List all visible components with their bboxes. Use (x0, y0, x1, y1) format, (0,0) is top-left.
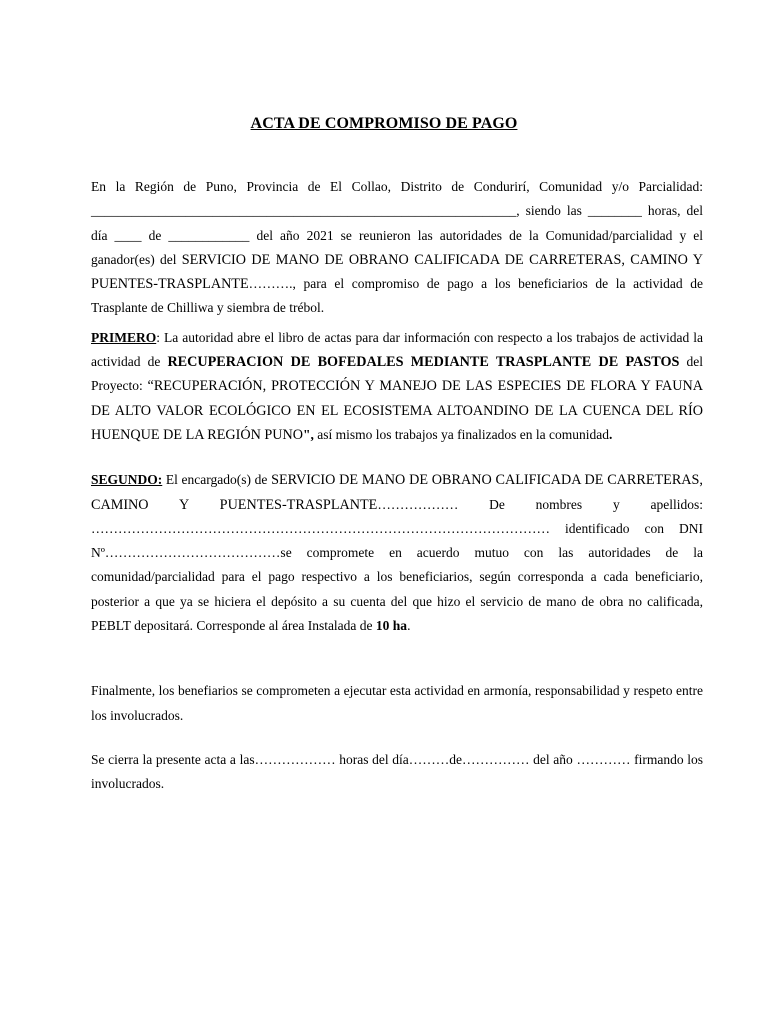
segundo-text-1: El encargado(s) de (162, 472, 272, 488)
intro-paragraph (91, 175, 703, 321)
primero-period: . (608, 426, 613, 442)
primero-text-1: : La autoridad abre el libro de actas para dar información con respecto a los trabajos de actividad la actividad de (91, 329, 703, 370)
document-body (91, 175, 703, 797)
segundo-service-name: SERVICIO DE MANO DE OBRANO CALIFICADA DE CARRETERAS, CAMINO Y PUENTES-TRASPLANTE (91, 472, 703, 513)
segundo-paragraph (91, 468, 703, 638)
cierre-paragraph: Se cierra la presente acta a las……………… horas del día………de…………… del año ………… firmando los involucrados. (91, 751, 703, 792)
finalmente-paragraph: Finalmente, los benefiarios se comprometen a ejecutar esta actividad en armonía, responsabilidad y respeto entre los involucrados. (91, 683, 703, 723)
primero-text-3: así mismo los trabajos ya finalizados en la comunidad (313, 426, 609, 442)
intro-service-name: SERVICIO DE MANO DE OBRANO CALIFICADA DE CARRETERAS, CAMINO Y PUENTES-TRASPLANTE (91, 251, 703, 293)
document-title: ACTA DE COMPROMISO DE PAGO (250, 115, 518, 132)
primero-project-name: “RECUPERACIÓN, PROTECCIÓN Y MANEJO DE LAS ESPECIES DE FLORA Y FAUNA DE ALTO VALOR ECOLÓGICO EN EL ECOSISTEMA ALTOANDINO DE LA CUENCA DEL RÍO HUENQUE DE LA REGIÓN PUNO (91, 378, 703, 443)
segundo-text-2: ……………… De nombres y apellidos: ………………………………………………………………………………………… identificado con DNI Nº…………………………………se compromete en acuerdo mutuo con las autoridades de la comunidad/parcialidad para el pago respectivo a los beneficiarios, según corresponda a cada beneficiario, posterior a que ya se hiciera el depósito a su cuenta del que hizo el servicio de mano de obra no calificada, PEBLT depositará. Corresponde al área Instalada de (91, 496, 703, 634)
primero-paragraph (91, 326, 703, 447)
segundo-area: 10 ha (375, 618, 408, 634)
primero-activity: RECUPERACION DE BOFEDALES MEDIANTE TRASPLANTE DE PASTOS (167, 354, 680, 371)
intro-text-2: ………., para el compromiso de pago a los beneficiarios de la actividad de Trasplante de Chilliwa y siembra de trébol. (91, 276, 703, 316)
primero-label: PRIMERO (91, 329, 157, 345)
segundo-label: SEGUNDO: (91, 472, 163, 488)
intro-text-1: En la Región de Puno, Provincia de El Collao, Distrito de Condurirí, Comunidad y/o Parcialidad: _______________________________________________________________, siendo las ________ horas, del día ____ de ____________ del año 2021 se reunieron las autoridades de la Comunidad/parcialidad y el ganador(es) del (91, 179, 703, 267)
primero-quote-close: ", (303, 426, 314, 442)
primero-text-2: del Proyecto: (91, 354, 703, 394)
segundo-text-3: . (407, 618, 411, 634)
